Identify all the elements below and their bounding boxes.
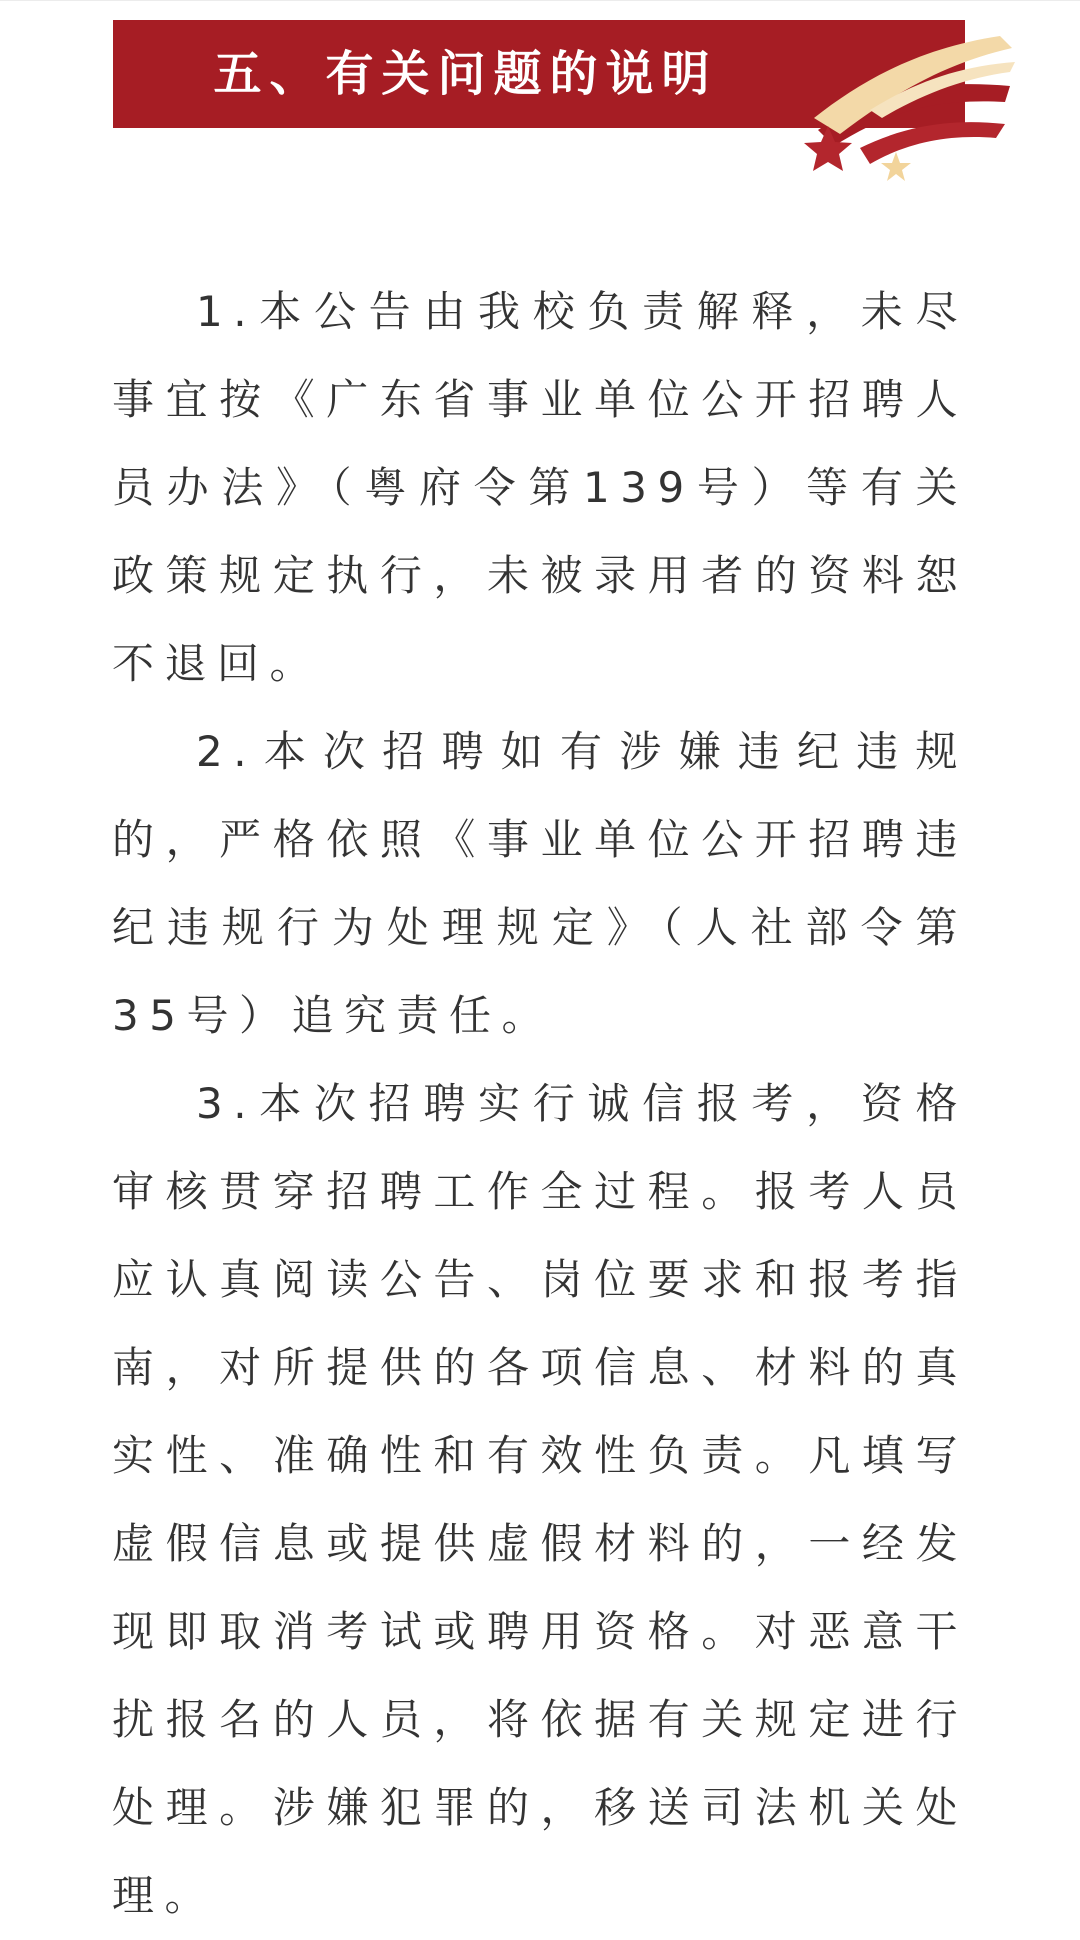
top-divider	[0, 0, 1080, 1]
ribbon-red-stripe-lower	[860, 122, 1005, 164]
paragraph-1: 1.本公告由我校负责解释，未尽事宜按《广东省事业单位公开招聘人员办法》（粤府令第139号）等有关政策规定执行，未被录用者的资料恕不退回。	[112, 287, 968, 688]
paragraph-3: 3.本次招聘实行诚信报考，资格审核贯穿招聘工作全过程。报考人员应认真阅读公告、岗位要求和报考指南，对所提供的各项信息、材料的真实性、准确性和有效性负责。凡填写虚假信息或提供虚假材料的，一经发现即取消考试或聘用资格。对恶意干扰报名的人员，将依据有关规定进行处理。涉嫌犯罪的，移送司法机关处理。	[112, 1079, 968, 1920]
star-icon	[881, 152, 911, 181]
ribbon-decoration	[800, 18, 1030, 188]
section-title: 五、有关问题的说明	[213, 46, 718, 102]
announcement-body	[112, 268, 968, 1940]
paragraph-2: 2.本次招聘如有涉嫌违纪违规的，严格依照《事业单位公开招聘违纪违规行为处理规定》（人社部令第35号）追究责任。	[112, 727, 968, 1040]
